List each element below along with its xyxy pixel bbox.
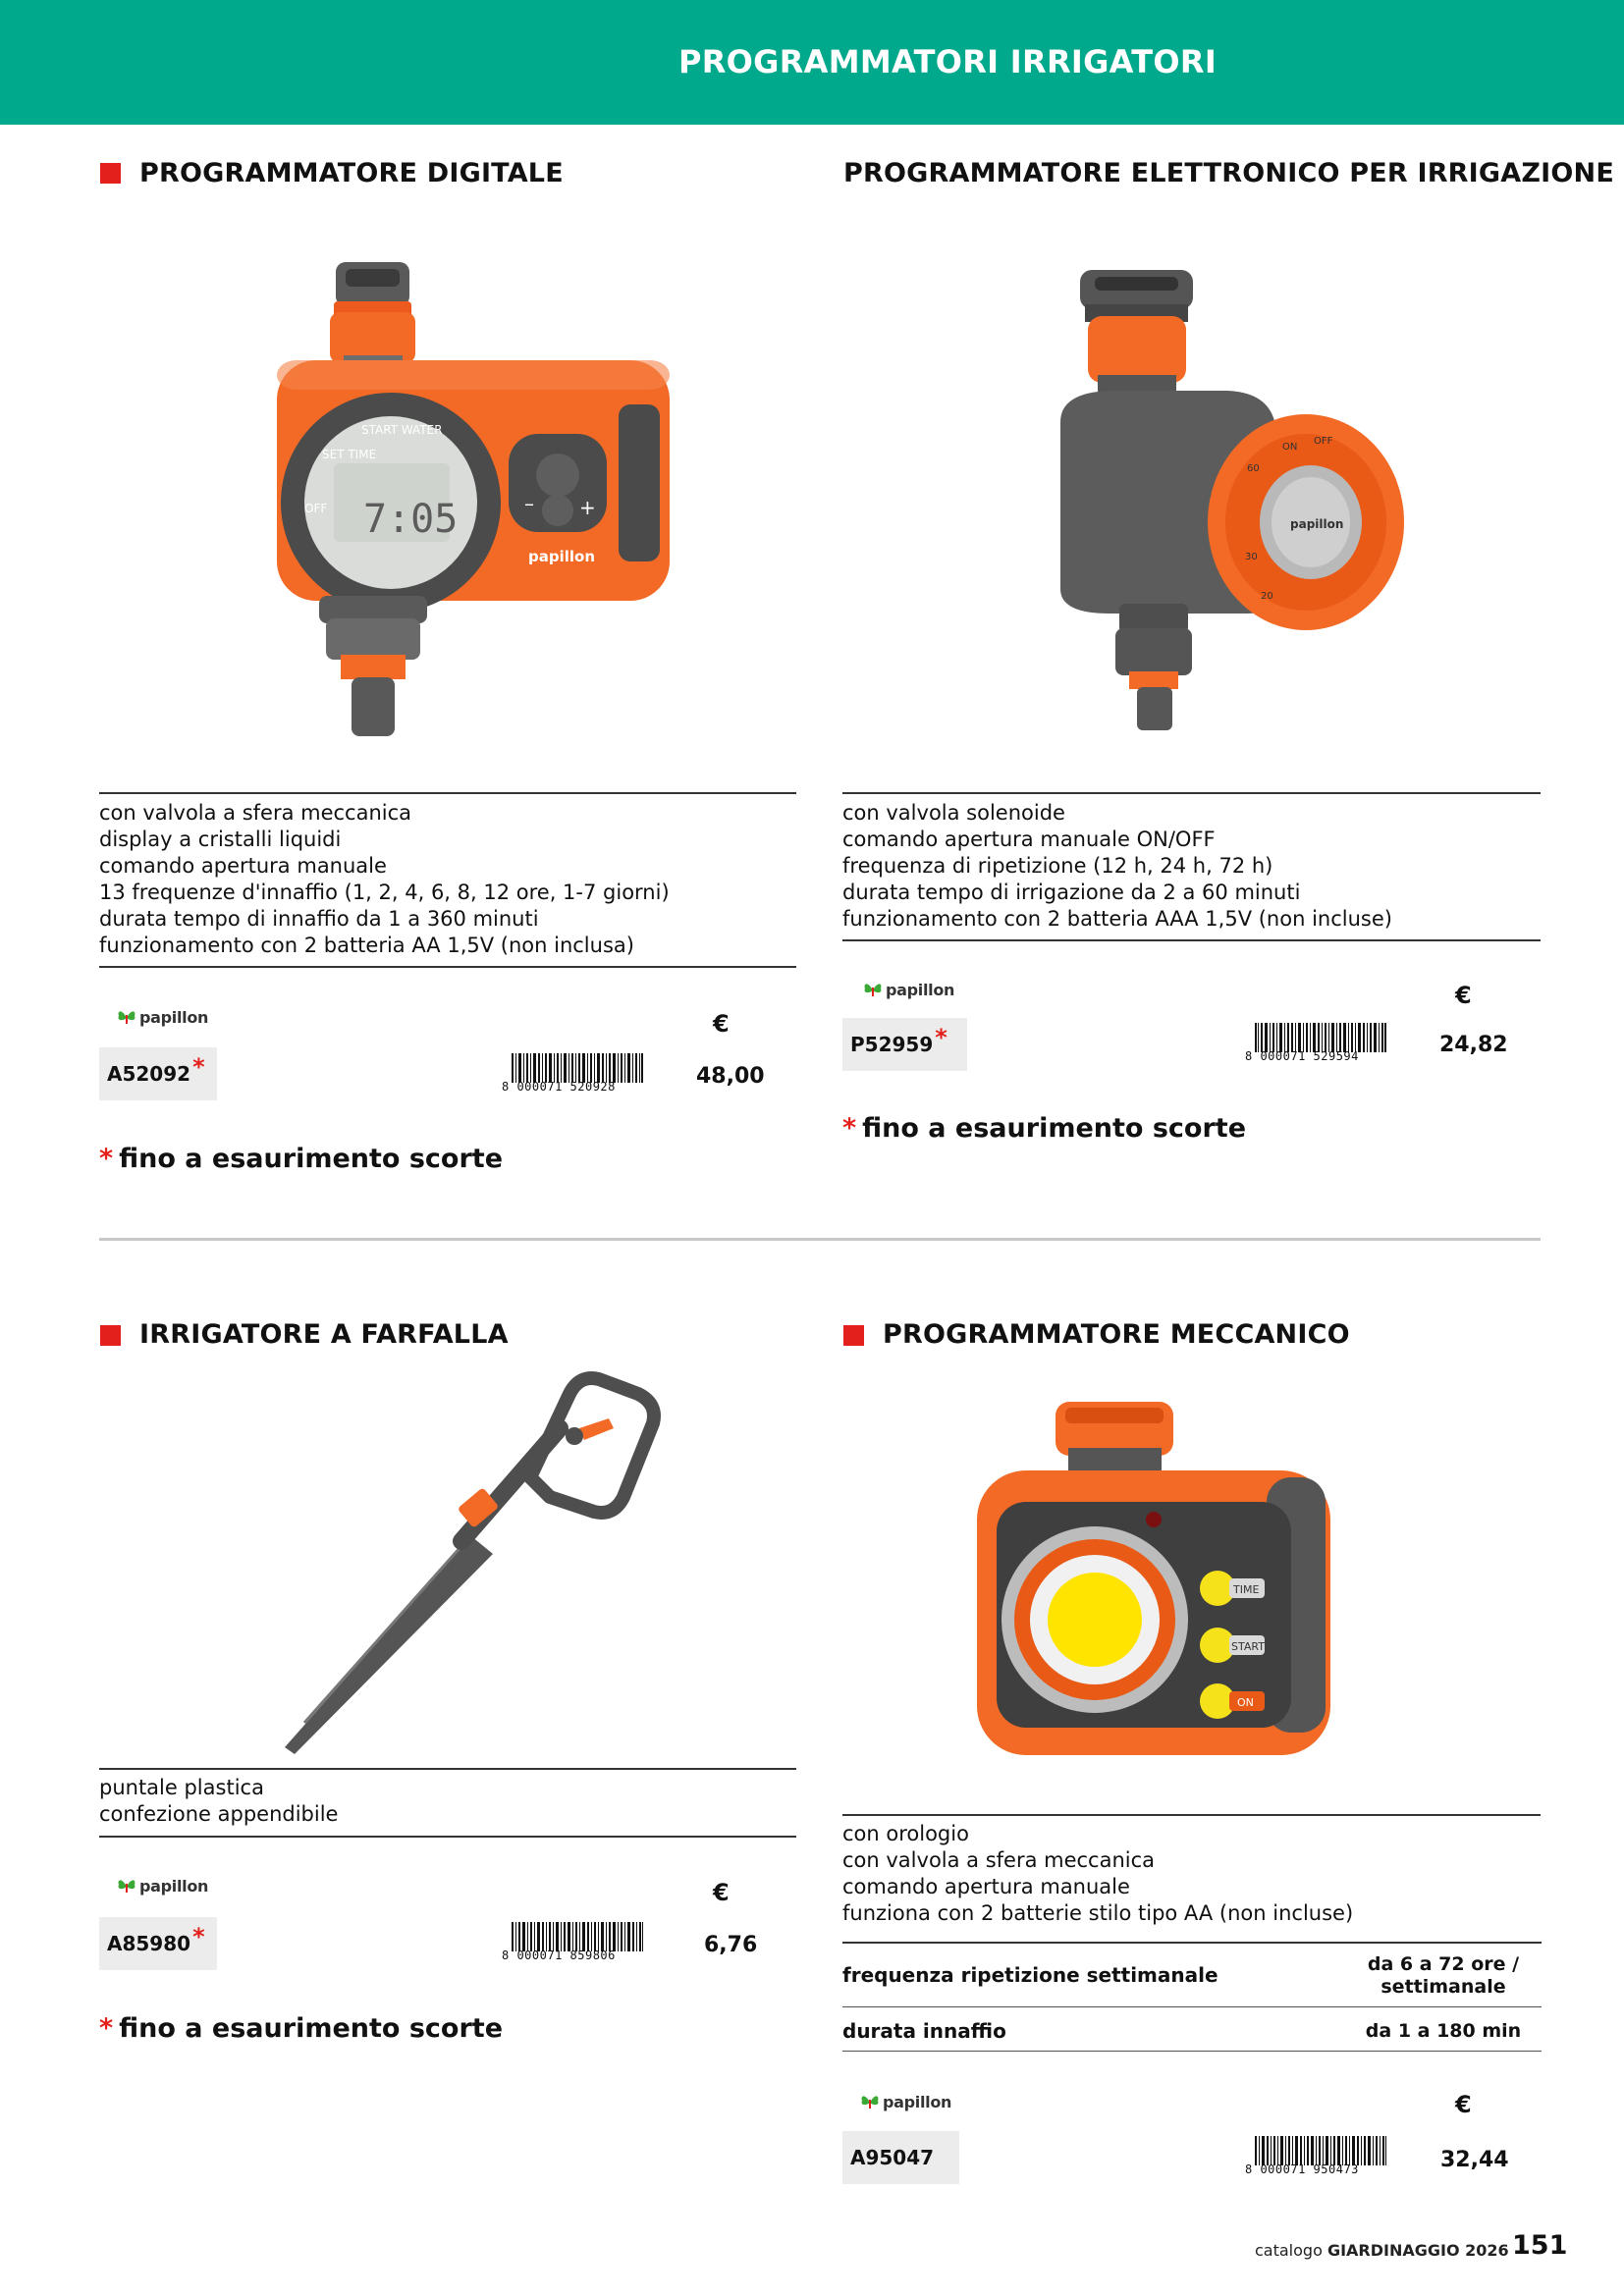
electronic-timer-image: [1051, 265, 1404, 736]
butterfly-icon: [116, 1006, 137, 1028]
currency-symbol: €: [1455, 982, 1472, 1009]
page-number: 151: [1512, 2230, 1568, 2261]
code-star: *: [192, 1053, 205, 1081]
feature-item: frequenza di ripetizione (12 h, 24 h, 72 h): [842, 854, 1273, 878]
section-marker: [843, 1325, 864, 1346]
rule-bottom: [842, 939, 1541, 941]
logo-text: papillon: [139, 1007, 209, 1027]
product-code: [842, 1018, 967, 1071]
butterfly-sprinkler-image: [265, 1369, 697, 1762]
logo-text: papillon: [139, 1876, 209, 1896]
code-star: *: [192, 1923, 205, 1950]
papillon-logo: [116, 1002, 208, 1032]
svg-text:+: +: [579, 496, 596, 519]
code-star: *: [935, 1024, 947, 1051]
spec-rule: [842, 2051, 1542, 2052]
product-code-text: P52959: [850, 1033, 934, 1056]
mechanical-timer-image: [972, 1394, 1345, 1787]
product-title-digitale: PROGRAMMATORE DIGITALE: [139, 158, 564, 188]
note-star: *: [99, 1144, 114, 1174]
papillon-logo: [859, 2087, 951, 2116]
barcode-number: 8 000071 529594: [1245, 1049, 1359, 1063]
product-code: [99, 1047, 217, 1100]
feature-item: con valvola a sfera meccanica: [99, 801, 412, 825]
svg-text:SET TIME: SET TIME: [322, 448, 377, 461]
papillon-logo: [116, 1871, 208, 1900]
note-star: *: [99, 2013, 114, 2044]
rule-top: [842, 792, 1541, 794]
rule-bottom: [99, 1836, 796, 1838]
product-code-text: A85980: [107, 1932, 191, 1955]
currency-symbol: €: [1455, 2091, 1472, 2118]
section-marker: [100, 163, 121, 184]
product-title-elettronico: PROGRAMMATORE ELETTRONICO PER IRRIGAZIONE: [843, 158, 1614, 188]
feature-item: puntale plastica: [99, 1776, 264, 1799]
barcode: [1245, 1023, 1388, 1062]
barcode-number: 8 000071 950473: [1245, 2163, 1359, 2176]
feature-list: [99, 1775, 338, 1828]
butterfly-icon: [862, 979, 884, 1000]
page-title: PROGRAMMATORI IRRIGATORI: [677, 43, 1218, 80]
barcode-bars: [1255, 1023, 1386, 1052]
svg-text:START: START: [1231, 1640, 1265, 1653]
stock-note: [99, 2013, 503, 2044]
svg-text:papillon: papillon: [1290, 517, 1344, 531]
product-price: 48,00: [696, 1064, 765, 1089]
feature-list: [842, 1821, 1353, 1927]
feature-item: durata tempo di innaffio da 1 a 360 minuti: [99, 907, 539, 931]
spec-row-frequency: [842, 1942, 1542, 2007]
product-title-meccanico: PROGRAMMATORE MECCANICO: [883, 1319, 1350, 1350]
footer-catalog-prefix: catalogo: [1255, 2241, 1327, 2260]
feature-list: [99, 800, 670, 959]
svg-text:OFF: OFF: [1314, 436, 1333, 447]
stock-note: [842, 1113, 1246, 1144]
rule-top: [842, 1814, 1541, 1816]
product-price: 6,76: [704, 1933, 758, 1957]
product-price: 24,82: [1439, 1033, 1508, 1057]
feature-item: 13 frequenze d'innaffio (1, 2, 4, 6, 8, 12 ore, 1-7 giorni): [99, 881, 670, 904]
product-code-text: A52092: [107, 1062, 191, 1086]
logo-text: papillon: [883, 2092, 952, 2111]
spec-row-duration: [842, 2007, 1542, 2052]
spec-label: frequenza ripetizione settimanale: [842, 1963, 1218, 1987]
feature-item: confezione appendibile: [99, 1802, 339, 1826]
svg-text:ON: ON: [1237, 1696, 1254, 1709]
barcode-number: 8 000071 520928: [502, 1080, 616, 1094]
currency-symbol: €: [713, 1010, 730, 1038]
digital-timer-image: [265, 257, 677, 748]
barcode-bars: [1255, 2136, 1386, 2165]
papillon-logo: [862, 975, 954, 1004]
note-text: fino a esaurimento scorte: [119, 2013, 504, 2044]
butterfly-icon: [859, 2091, 881, 2112]
feature-item: funzionamento con 2 batteria AAA 1,5V (non incluse): [842, 907, 1392, 931]
svg-text:60: 60: [1247, 463, 1260, 474]
note-text: fino a esaurimento scorte: [119, 1144, 504, 1174]
feature-item: con valvola a sfera meccanica: [842, 1848, 1156, 1872]
svg-text:ON: ON: [1282, 442, 1298, 453]
section-divider: [99, 1238, 1541, 1241]
barcode: [502, 1922, 645, 1961]
product-code: [842, 2131, 959, 2184]
feature-item: funzionamento con 2 batteria AA 1,5V (non inclusa): [99, 934, 634, 957]
svg-text:OFF: OFF: [304, 502, 328, 515]
logo-text: papillon: [886, 980, 955, 999]
rule-top: [99, 792, 796, 794]
product-price: 32,44: [1440, 2148, 1509, 2172]
feature-item: display a cristalli liquidi: [99, 828, 342, 851]
svg-text:30: 30: [1245, 552, 1258, 562]
svg-text:20: 20: [1261, 591, 1273, 602]
section-marker: [100, 1325, 121, 1346]
feature-item: con orologio: [842, 1822, 969, 1845]
butterfly-icon: [116, 1875, 137, 1896]
feature-item: comando apertura manuale: [99, 854, 387, 878]
svg-text:–: –: [524, 492, 534, 515]
svg-text:TIME: TIME: [1233, 1583, 1260, 1596]
rule-top: [99, 1768, 796, 1770]
footer-catalog-name: GIARDINAGGIO 2026: [1326, 2241, 1509, 2260]
footer-catalog: [1255, 2241, 1509, 2260]
note-star: *: [842, 1113, 857, 1144]
barcode-bars: [512, 1922, 643, 1951]
spec-value-line: da 6 a 72 ore /: [1367, 1953, 1520, 1975]
note-text: fino a esaurimento scorte: [862, 1113, 1247, 1144]
product-code-text: A95047: [850, 2146, 935, 2169]
product-code: [99, 1917, 217, 1970]
barcode: [502, 1053, 645, 1093]
feature-item: durata tempo di irrigazione da 2 a 60 minuti: [842, 881, 1301, 904]
feature-item: comando apertura manuale: [842, 1875, 1130, 1898]
svg-text:START WATER: START WATER: [361, 423, 443, 437]
feature-item: comando apertura manuale ON/OFF: [842, 828, 1216, 851]
spec-value-line: settimanale: [1380, 1976, 1506, 1998]
barcode: [1245, 2136, 1388, 2175]
spec-value: [1345, 1953, 1542, 1999]
svg-text:papillon: papillon: [528, 548, 596, 565]
currency-symbol: €: [713, 1879, 730, 1906]
spec-value: da 1 a 180 min: [1365, 2020, 1522, 2042]
feature-list: [842, 800, 1392, 933]
lcd-time: 7:05: [363, 497, 459, 542]
spec-label: durata innaffio: [842, 2019, 1006, 2043]
rule-bottom: [99, 966, 796, 968]
feature-item: funziona con 2 batterie stilo tipo AA (non incluse): [842, 1901, 1354, 1925]
product-title-farfalla: IRRIGATORE A FARFALLA: [139, 1319, 509, 1350]
stock-note: [99, 1144, 503, 1174]
feature-item: con valvola solenoide: [842, 801, 1065, 825]
barcode-bars: [512, 1053, 643, 1083]
barcode-number: 8 000071 859806: [502, 1949, 616, 1962]
